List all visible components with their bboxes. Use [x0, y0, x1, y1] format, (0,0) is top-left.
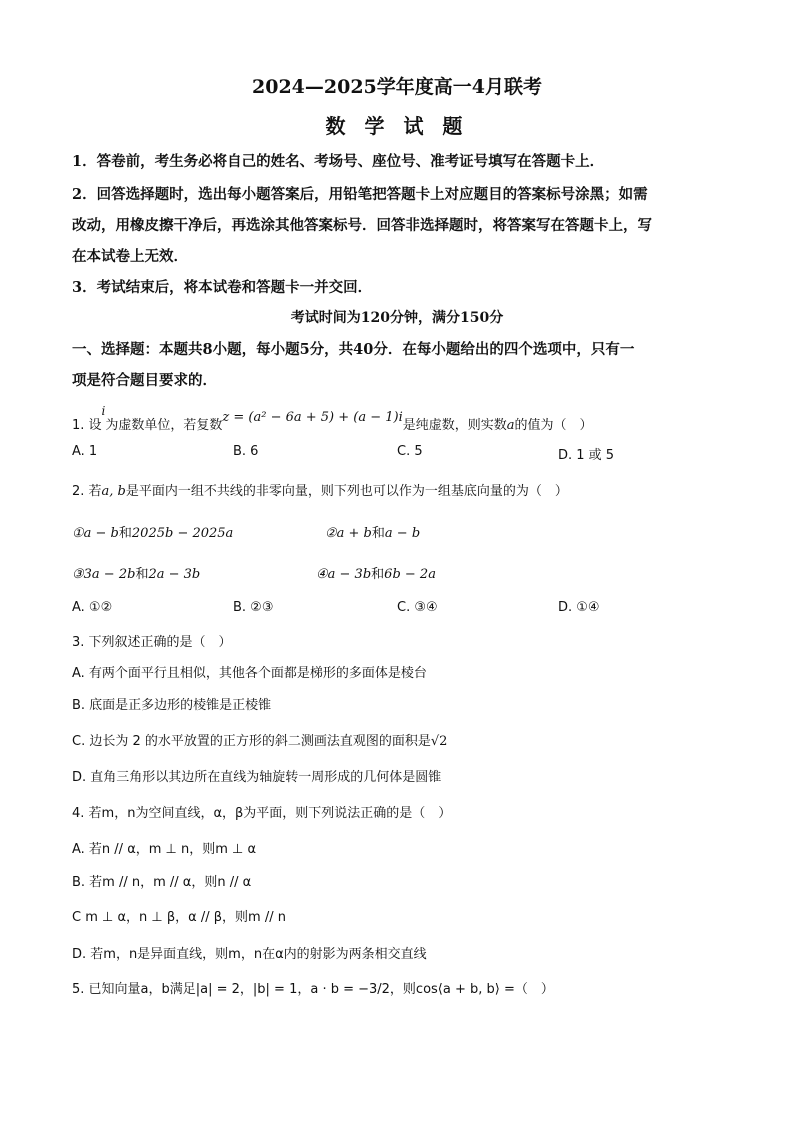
instruction-3: 3．考试结束后，将本试卷和答题卡一并交回．: [72, 279, 373, 296]
question-4: 4. 若m，n为空间直线，α，β为平面，则下列说法正确的是（ ）: [72, 806, 452, 821]
q1-option-d: D. 1 或 5: [558, 448, 615, 463]
q2-pair-4: ④a − 3b和6b − 2a: [316, 567, 436, 582]
q2-pair-1: ①a − b和2025b − 2025a: [72, 526, 234, 541]
imaginary-unit: i: [101, 404, 106, 418]
q4-option-c: C m ⊥ α，n ⊥ β，α // β，则m // n: [72, 910, 286, 925]
q1-option-c: C. 5: [397, 444, 423, 459]
exam-title: 2024—2025学年度高一4月联考: [252, 76, 542, 98]
q1-option-b: B. 6: [233, 444, 259, 459]
q2-pair-2: ②a + b和a − b: [325, 526, 421, 541]
instruction-2-cont: 改动，用橡皮擦干净后，再选涂其他答案标号．回答非选择题时，将答案写在答题卡上，写: [72, 217, 652, 234]
question-3: 3. 下列叙述正确的是（ ）: [72, 635, 232, 650]
vectors-ab: a, b: [101, 484, 126, 499]
q3-option-b: B. 底面是正多边形的棱锥是正棱锥: [72, 698, 272, 713]
q2-pair-3: ③3a − 2b和2a − 3b: [72, 567, 201, 582]
exam-subtitle: 数 学 试 题: [325, 114, 469, 138]
question-5: 5. 已知向量a，b满足|a| = 2，|b| = 1，a · b = −3/2，则cos⟨a + b, b⟩ =（ ）: [72, 982, 554, 997]
sqrt-two: √2: [430, 734, 448, 749]
question-1: 1. 设i为虚数单位，若复数z = (a² − 6a + 5) + (a − 1)i是纯虚数，则实数a的值为（ ）: [72, 404, 593, 433]
q4-option-d: D. 若m，n是异面直线，则m，n在α内的射影为两条相交直线: [72, 947, 427, 962]
q2-option-b: B. ②③: [233, 600, 274, 615]
q3-option-a: A. 有两个面平行且相似，其他各个面都是梯形的多面体是棱台: [72, 666, 427, 681]
q3-option-d: D. 直角三角形以其边所在直线为轴旋转一周形成的几何体是圆锥: [72, 770, 442, 785]
q1-option-a: A. 1: [72, 444, 98, 459]
q4-option-b: B. 若m // n，m // α，则n // α: [72, 875, 252, 890]
q2-option-c: C. ③④: [397, 600, 438, 615]
question-2: 2. 若a, b是平面内一组不共线的非零向量，则下列也可以作为一组基底向量的为（ ）: [72, 484, 568, 499]
instruction-2: 2．回答选择题时，选出每小题答案后，用铅笔把答题卡上对应题目的答案标号涂黑；如需: [72, 186, 648, 203]
instruction-2-end: 在本试卷上无效．: [72, 248, 188, 265]
q4-option-a: A. 若n // α，m ⊥ n，则m ⊥ α: [72, 842, 257, 857]
q3-option-c: C. 边长为 2 的水平放置的正方形的斜二测画法直观图的面积是√2: [72, 734, 448, 749]
q2-option-a: A. ①②: [72, 600, 113, 615]
section-heading: 一、选择题：本题共8小题，每小题5分，共40分．在每小题给出的四个选项中，只有一: [72, 341, 635, 358]
instruction-1: 1．答卷前，考生务必将自己的姓名、考场号、座位号、准考证号填写在答题卡上．: [72, 153, 605, 170]
q2-option-d: D. ①④: [558, 600, 600, 615]
complex-formula: z = (a² − 6a + 5) + (a − 1)i: [222, 410, 403, 425]
section-heading-cont: 项是符合题目要求的．: [72, 372, 217, 389]
exam-time: 考试时间为120分钟，满分150分: [290, 310, 504, 326]
